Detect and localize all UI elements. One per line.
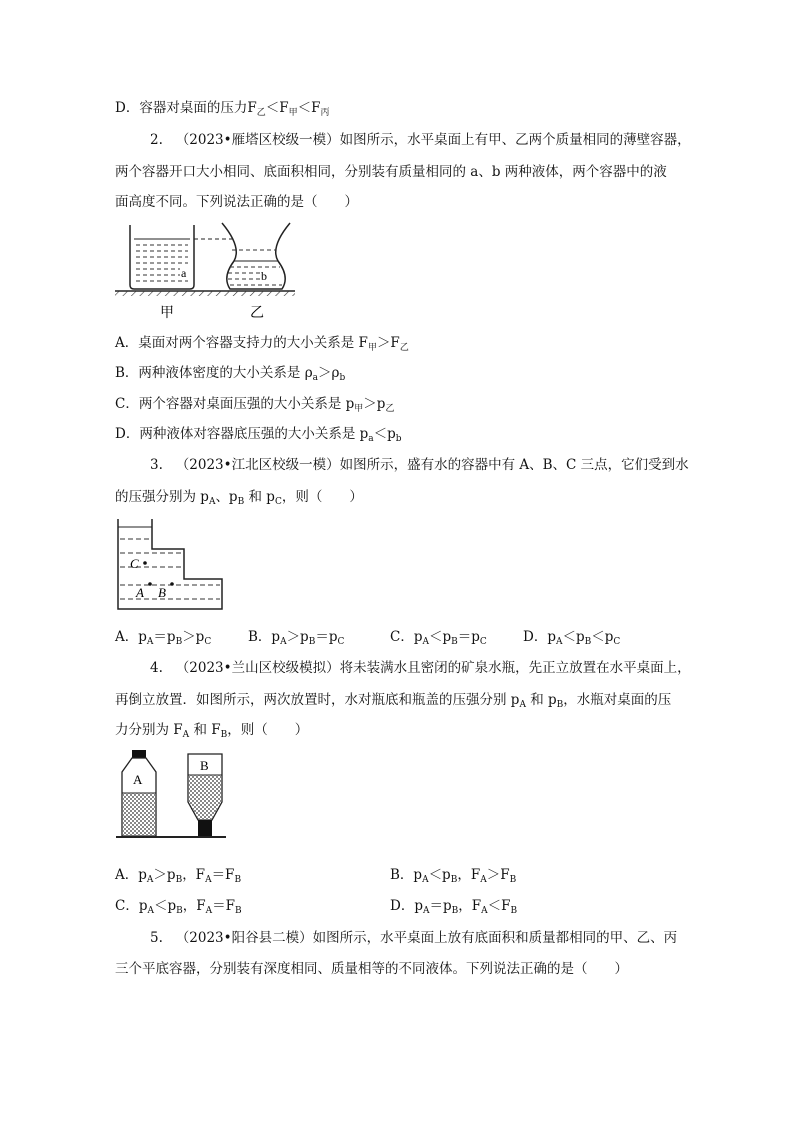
q2-option-a-sub1: 甲 [367, 343, 377, 353]
q4-line3-sub-a: A [182, 730, 190, 740]
q4-oa-t0: A．p [115, 867, 147, 883]
q4-line3-sub-b: B [220, 730, 228, 740]
q4-line2-m: 和 p [525, 692, 557, 708]
q4-ob-s3: B [509, 875, 517, 885]
q1-f3: F [311, 100, 321, 116]
q2-ground [115, 291, 295, 296]
q4-oa-s0: A [146, 875, 154, 885]
q4-od-s3: B [510, 906, 518, 916]
q4-ob-s2: A [480, 875, 487, 885]
q3-oc-s0: A [422, 637, 429, 647]
q2-stem-line1 [150, 131, 691, 149]
q3-label-c: C [130, 556, 139, 571]
q1-option-d [115, 99, 330, 122]
q2-figure [110, 215, 310, 325]
q3-ob-t2: ＝p [315, 629, 338, 645]
q3-od-t1: ＜p [562, 629, 585, 645]
q2-option-d-sub1: a [368, 434, 374, 444]
q3-od-t2: ＜p [591, 629, 614, 645]
q4-oc-s3: B [235, 906, 242, 916]
q3-oa-t0: A．p [115, 629, 147, 645]
q4-oa-t2: ，F [182, 867, 206, 883]
q4-stem-line1 [150, 659, 691, 677]
q2-option-c-mid: ＞p [363, 396, 386, 412]
q3-oa-t2: ＞p [182, 629, 205, 645]
q2-stem-line2: 两个容器开口大小相同、底面积相同，分别装有质量相同的 a、b 两种液体，两个容器中的液 [115, 164, 667, 180]
q2-caption-jia: 甲 [160, 305, 174, 321]
q1-sub2: 甲 [288, 108, 298, 118]
q3-line2-post: ，则（ ） [281, 489, 363, 505]
q2-number: 2. [150, 132, 163, 148]
q3-od-s0: A [555, 637, 563, 647]
q2-option-b-sub2: b [339, 373, 346, 383]
q3-od-s2: C [613, 637, 621, 647]
q1-f2: F [279, 100, 289, 116]
q3-oc-t0: C．p [390, 629, 423, 645]
q2-option-b-sub1: a [312, 373, 319, 383]
q4-line3-m: 和 F [189, 722, 221, 738]
q4-line2-post: ，水瓶对桌面的压 [563, 692, 672, 708]
q2-option-d-text: D．两种液体对容器底压强的大小关系是 p [115, 426, 369, 442]
q4-oc-s1: B [176, 906, 183, 916]
q5-line1: 如图所示，水平桌面上放有底面积和质量都相同的甲、乙、丙 [312, 930, 678, 946]
q2-option-c-sub2: 乙 [385, 404, 395, 414]
q1-lt2: ＜ [297, 100, 312, 116]
q4-bottle-inverted [188, 754, 222, 836]
q5-source: （2023•阳谷县二模） [175, 930, 313, 946]
q3-figure [110, 515, 230, 615]
q3-ob-t0: B．p [248, 629, 281, 645]
q2-option-d[interactable] [115, 425, 402, 448]
q4-figure [112, 748, 232, 843]
q4-oc-t0: C．p [115, 898, 148, 914]
q2-line1: 如图所示，水平桌面上有甲、乙两个质量相同的薄壁容器， [339, 132, 691, 148]
q3-od-s1: B [584, 637, 592, 647]
q3-ob-t1: ＞p [286, 629, 309, 645]
q3-line1: 如图所示，盛有水的容器中有 A、B、C 三点，它们受到水 [339, 457, 689, 473]
q4-option-b[interactable] [390, 866, 516, 889]
q3-oc-t1: ＜p [428, 629, 452, 645]
q1-sub1: 乙 [256, 108, 266, 118]
q4-source: （2023•兰山区校级模拟） [175, 660, 340, 676]
q4-oc-t3: ＝F [212, 898, 236, 914]
q5-number: 5. [150, 930, 163, 946]
q4-oc-t2: ，F [182, 898, 206, 914]
q2-option-b-text: B．两种液体密度的大小关系是 ρ [115, 365, 313, 381]
q3-od-t0: D．p [523, 629, 556, 645]
q4-bottle-upright [122, 750, 156, 836]
q3-option-b[interactable] [248, 628, 344, 651]
q2-container-yi [222, 223, 290, 289]
q3-line2-pre: 的压强分别为 p [115, 489, 209, 505]
q1-sub3: 丙 [320, 108, 330, 118]
q2-caption-yi: 乙 [250, 305, 264, 321]
q4-line3-post: ，则（ ） [227, 722, 309, 738]
q3-oa-t1: ＝p [153, 629, 176, 645]
q1-option-d-label: D．容器对桌面的压力 [115, 100, 248, 116]
q3-number: 3. [150, 457, 163, 473]
q4-oa-t3: ＝F [211, 867, 235, 883]
q4-oa-s3: B [234, 875, 242, 885]
q3-ob-s1: B [308, 637, 316, 647]
q4-option-d[interactable] [390, 897, 517, 920]
q2-option-b-mid: ＞ρ [318, 365, 340, 381]
q3-option-c[interactable] [390, 628, 487, 651]
q4-line3-pre: 力分别为 F [115, 722, 183, 738]
q4-line2-pre: 再倒立放置．如图所示，两次放置时，水对瓶底和瓶盖的压强分别 p [115, 692, 520, 708]
q2-option-d-mid: ＜p [373, 426, 396, 442]
q4-oa-t1: ＞p [153, 867, 176, 883]
q2-option-c-sub1: 甲 [354, 404, 364, 414]
q4-ob-t0: B．p [390, 867, 423, 883]
q3-oc-s2: C [479, 637, 487, 647]
q3-oc-t2: ＝p [457, 629, 480, 645]
q4-oc-s0: A [147, 906, 154, 916]
q4-od-s0: A [422, 906, 430, 916]
q3-line2-sub-a: A [208, 497, 216, 507]
q4-ob-t1: ＜p [428, 867, 451, 883]
q3-ob-s0: A [280, 637, 287, 647]
q2-option-a-mid: ＞F [376, 335, 400, 351]
q5-stem-line1 [150, 929, 677, 947]
q3-source: （2023•江北区校级一模） [175, 457, 340, 473]
q4-od-s1: B [451, 906, 459, 916]
q5-stem-line2: 三个平底容器，分别装有深度相同、质量相等的不同液体。下列说法正确的是（ ） [115, 961, 628, 977]
q3-oa-s1: B [175, 637, 183, 647]
q2-option-c-text: C．两个容器对桌面压强的大小关系是 p [115, 396, 355, 412]
q2-container-jia [130, 225, 234, 289]
q4-od-s2: A [481, 906, 488, 916]
q2-option-c[interactable] [115, 395, 394, 418]
q3-line2-m2: 和 p [244, 489, 275, 505]
q3-oa-s0: A [146, 637, 154, 647]
q3-option-d[interactable] [523, 628, 620, 651]
q3-line2-m1: 、p [215, 489, 238, 505]
q4-ob-s0: A [422, 875, 429, 885]
q2-option-a-sub2: 乙 [399, 343, 409, 353]
q2-option-b[interactable] [115, 364, 345, 387]
q4-option-c[interactable] [115, 897, 242, 920]
q4-oa-s1: B [175, 875, 183, 885]
q3-oa-s2: C [204, 637, 212, 647]
q4-line2-sub-b: B [556, 700, 564, 710]
q3-point-b [170, 582, 174, 586]
q2-source: （2023•雁塔区校级一模） [175, 132, 340, 148]
q3-point-a [148, 582, 152, 586]
q2-option-d-sub2: b [395, 434, 402, 444]
q4-od-t0: D．p [390, 898, 423, 914]
q3-stem-line1 [150, 456, 689, 474]
q3-ob-s2: C [337, 637, 345, 647]
q4-oc-t1: ＜p [153, 898, 177, 914]
q4-ob-t3: ＞F [486, 867, 510, 883]
q4-od-t1: ＝p [429, 898, 452, 914]
q3-line2-sub-b: B [237, 497, 245, 507]
q3-stem-line2 [115, 488, 363, 511]
q2-option-a-text: A．桌面对两个容器支持力的大小关系是 F [115, 335, 368, 351]
q2-stem-line3: 面高度不同。下列说法正确的是（ ） [115, 194, 358, 210]
q4-od-t3: ＜F [487, 898, 511, 914]
q1-f1: F [247, 100, 257, 116]
q4-ob-s1: B [450, 875, 458, 885]
q4-od-t2: ，F [458, 898, 482, 914]
q3-option-a[interactable] [115, 628, 211, 651]
q3-label-b: B [158, 585, 166, 600]
q3-line2-sub-c: C [274, 497, 282, 507]
q1-lt1: ＜ [265, 100, 280, 116]
q4-label-b: B [200, 758, 209, 773]
q4-number: 4. [150, 660, 163, 676]
q4-option-a[interactable] [115, 866, 241, 889]
q4-stem-line3 [115, 721, 308, 744]
q4-oc-s2: A [205, 906, 213, 916]
q2-label-a: a [181, 266, 187, 280]
q2-option-a[interactable] [115, 334, 409, 357]
q4-stem-line2 [115, 691, 671, 714]
q4-label-a: A [133, 772, 143, 787]
q4-ob-t2: ，F [457, 867, 481, 883]
q4-line2-sub-a: A [519, 700, 526, 710]
q4-line1: 将未装满水且密闭的矿泉水瓶，先正立放置在水平桌面上， [339, 660, 691, 676]
q4-oa-s2: A [205, 875, 212, 885]
q2-label-b: b [261, 269, 267, 283]
q3-label-a: A [136, 585, 144, 600]
q3-point-c [143, 561, 147, 565]
q3-oc-s1: B [451, 637, 458, 647]
